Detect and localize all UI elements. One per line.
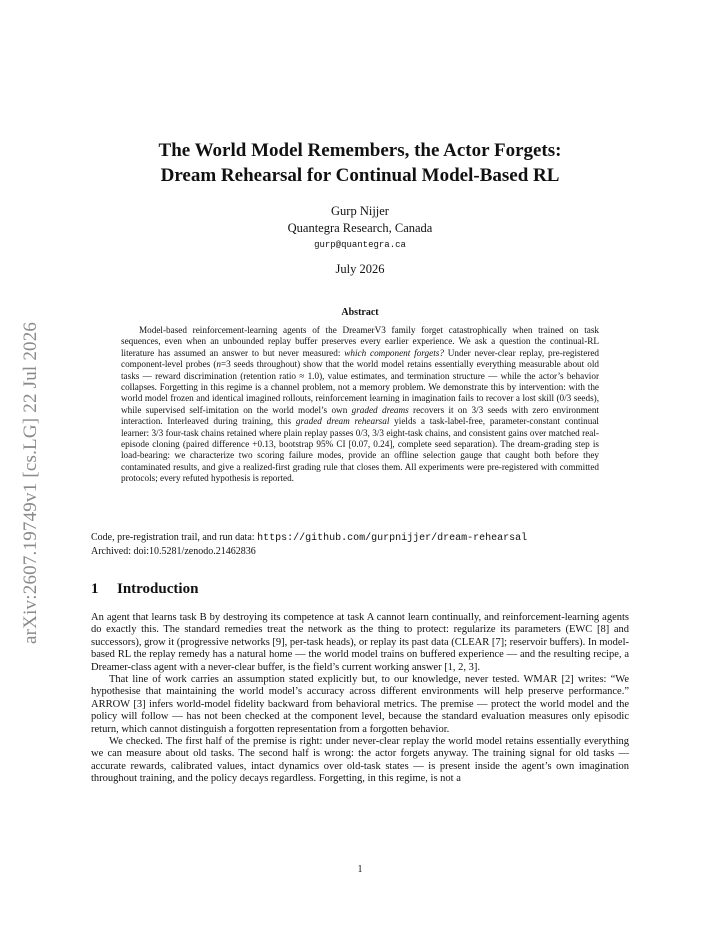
doi-link[interactable]: doi:10.5281/zenodo.21462836 <box>133 546 256 557</box>
code-availability <box>91 531 651 558</box>
author-block <box>0 203 720 254</box>
abstract-emphasis: which component forgets? <box>344 347 444 358</box>
introduction-body <box>91 612 629 786</box>
body-paragraph: We checked. The first half of the premise is right: under never-clear replay the world model retains essentially everything we can measure about old tasks. The second half is wrong: the actor forgets anyway. The training signal for old tasks — accurate rewards, calibrated values, intact dynamics over old-task states — is present inside the agent’s own imagination throughout training, and the policy decays regardless. Forgetting, in this regime, is not a <box>91 736 629 785</box>
abstract-part: recovers it on 3/3 seeds with zero environment interaction. Interleaved during training, this <box>121 404 599 427</box>
paper-date: July 2026 <box>335 262 385 276</box>
abstract-emphasis: graded dream rehearsal <box>295 416 390 427</box>
section-number: 1 <box>91 581 99 597</box>
code-label: Code, pre-registration trail, and run data: <box>91 532 258 543</box>
paper-title <box>0 138 720 188</box>
author-affiliation: Quantegra Research, Canada <box>287 221 433 235</box>
author-email[interactable]: gurp@quantegra.ca <box>314 240 406 250</box>
abstract-part: Under never-clear replay, pre-registered component-level probes ( <box>121 347 599 370</box>
abstract-part: yields a task-label-free, parameter-constant continual learner: 3/3 four-task chains retained where plain replay passes 0/3, 3/3 eight-task chains, and consistent gains over matched real-episode cloning (paired difference +0.13, bootstrap 95% CI [0.07, 0.24], complete seed separation). The dream-grading step is load-bearing: we characterize two scoring failure modes, provide an offline selection gauge that caught both before they contaminated results, and give a realized-first grading rule that closes them. All experiments were pre-registered with committed protocols; every refuted hypothesis is reported. <box>121 416 599 484</box>
section-heading <box>91 581 198 598</box>
author-name: Gurp Nijjer <box>331 204 389 218</box>
title-line-1: The World Model Remembers, the Actor Forgets: <box>158 140 562 161</box>
archived-label: Archived: <box>91 546 134 557</box>
abstract-part: =3 seeds throughout) show that the world model retains essentially everything measurable about old tasks — reward discrimination (retention ratio ≈ 1.0), value estimates, and termination structure — while the actor’s behavior collapses. Forgetting in this regime is a channel problem, not a memory problem. We demonstrate this by intervention: with the world model frozen and identical imagined rollouts, reinforcement learning in imagination fails to recover a lost skill (0/3 seeds), while supervised self-imitation on the world model’s own <box>121 359 599 415</box>
abstract-emphasis: graded dreams <box>351 404 409 415</box>
abstract-heading: Abstract <box>341 307 379 318</box>
body-paragraph: That line of work carries an assumption stated explicitly but, to our knowledge, never tested. WMAR [2] writes: “We hypothesise that maintaining the world model’s accuracy across different environments will help preserve performance.” ARROW [3] infers world-model fidelity backward from behavioral metrics. The premise — protect the world model and the policy will follow — has not been checked at the component level, because the standard evaluation measures only episodic return, which cannot distinguish a forgotten representation from a forgotten behavior. <box>91 674 629 735</box>
abstract-text <box>121 325 599 485</box>
abstract-part: Model-based reinforcement-learning agents of the DreamerV3 family forget catastrophically when trained on task sequences, even when an unbounded replay buffer preserves every earlier experience. We ask a question the continual-RL literature has assumed an answer to but never measured: <box>121 325 599 358</box>
body-paragraph: An agent that learns task B by destroying its competence at task A cannot learn continually, and reinforcement-learning agents do exactly this. The standard remedies treat the network as the thing to protect: regularize its parameters (EWC [8] and successors), grow it (progressive networks [9], per-task heads), or replay its past data (CLEAR [7]; reservoir buffers). In model-based RL the replay remedy has a natural home — the world model trains on buffered experience — and the resulting recipe, a Dreamer-class agent with a never-clear buffer, is the field’s current working answer [1, 2, 3]. <box>91 612 629 673</box>
abstract-emphasis: n <box>216 359 221 370</box>
title-line-2: Dream Rehearsal for Continual Model-Based RL <box>160 165 560 186</box>
arxiv-stamp: arXiv:2607.19749v1 [cs.LG] 22 Jul 2026 <box>20 321 41 644</box>
page-number: 1 <box>357 864 363 875</box>
section-title: Introduction <box>117 581 199 597</box>
code-url-link[interactable]: https://github.com/gurpnijjer/dream-rehearsal <box>257 533 528 544</box>
